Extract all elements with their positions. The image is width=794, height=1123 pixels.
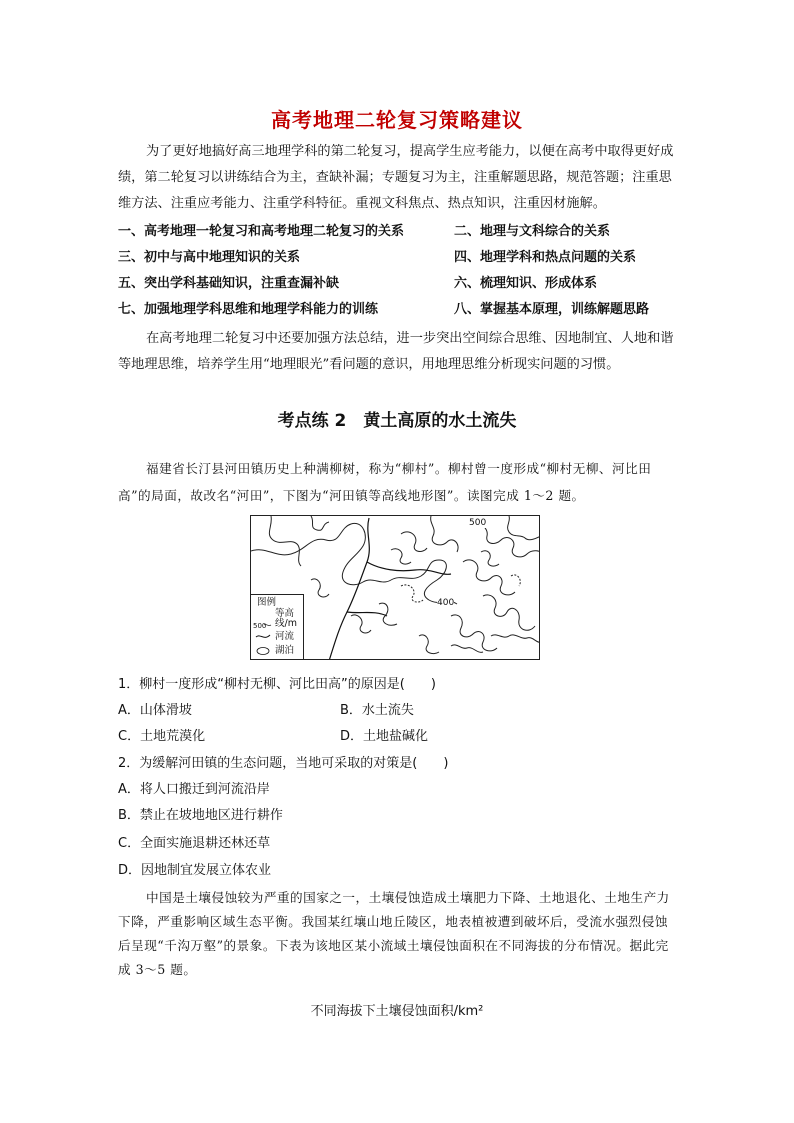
section-5: 五、突出学科基础知识，注重查漏补缺 <box>118 276 340 291</box>
passage-1-text: 福建省长汀县河田镇历史上种满柳树，称为“柳村”。柳村曾一度形成“柳村无柳、河比田高”的局面，故改名“河田”，下图为“河田镇等高线地形图”。读图完成 1～2 题。 <box>118 461 652 503</box>
closing-text: 在高考地理二轮复习中还要加强方法总结，进一步突出空间综合思维、因地制宜、人地和谐等地理思维，培养学生用“地理眼光”看问题的意识，用地理思维分析现实问题的习惯。 <box>118 331 674 372</box>
contour-label-400: 400 <box>437 598 455 608</box>
q2-option-c: C．全面实施退耕还林还草 <box>118 836 271 851</box>
q1-option-d: D．土地盐碱化 <box>340 729 429 744</box>
river-lines <box>329 518 451 660</box>
exercise-heading: 考点练 2 黄土高原的水土流失 <box>277 411 517 431</box>
question-1: 1．柳村一度形成“柳村无柳、河比田高”的原因是( ) <box>118 677 436 692</box>
section-7: 七、加强地理学科思维和地理学科能力的训练 <box>118 302 379 317</box>
lake-symbol-icon <box>257 648 269 655</box>
intro-text: 为了更好地搞好高三地理学科的第二轮复习，提高学生应考能力，以便在高考中取得更好成绩，第二轮复习以讲练结合为主，查缺补漏；专题复习为主，注重解题思路，规范答题；注重思维方法、注重应考能力、注重学科特征。重视文科焦点、热点知识，注重因材施解。 <box>118 144 674 211</box>
legend-contour-label: 等高线/m <box>275 608 297 629</box>
section-2: 二、地理与文科综合的关系 <box>454 224 611 239</box>
section-3: 三、初中与高中地理知识的关系 <box>118 250 301 265</box>
q1-option-c: C．土地荒漠化 <box>118 729 206 744</box>
section-6: 六、梳理知识、形成体系 <box>454 276 598 291</box>
intro-paragraph <box>118 139 678 217</box>
section-8: 八、掌握基本原理，训练解题思路 <box>454 302 650 317</box>
passage-1 <box>118 455 678 509</box>
detail-lines <box>401 575 520 602</box>
legend-river-label: 河流 <box>275 631 295 642</box>
contour-label-500: 500 <box>469 518 487 528</box>
q1-option-b: B．水土流失 <box>340 703 414 718</box>
legend-title: 图例 <box>257 597 277 608</box>
passage-2 <box>118 886 678 982</box>
section-1: 一、高考地理一轮复习和高考地理二轮复习的关系 <box>118 224 405 239</box>
q1-option-a: A．山体滑坡 <box>118 703 192 718</box>
legend-500-sample: 500 <box>253 622 267 630</box>
legend-lake-label: 湖泊 <box>275 645 295 656</box>
question-2: 2．为缓解河田镇的生态问题，当地可采取的对策是( ) <box>118 756 449 771</box>
legend-symbols <box>251 595 273 660</box>
table-caption: 不同海拔下土壤侵蚀面积/km² <box>310 1004 484 1019</box>
section-4: 四、地理学科和热点问题的关系 <box>454 250 637 265</box>
passage-2-text: 中国是土壤侵蚀较为严重的国家之一，土壤侵蚀造成土壤肥力下降、土地退化、土地生产力下降，严重影响区域生态平衡。我国某红壤山地丘陵区，地表植被遭到破坏后，受流水强烈侵蚀后呈现“千沟万壑”的景象。下表为该地区某小流域土壤侵蚀面积在不同海拔的分布情况。据此完成 3～5 题。 <box>118 890 670 977</box>
closing-paragraph <box>118 326 678 378</box>
q2-option-b: B．禁止在坡地地区进行耕作 <box>118 808 283 823</box>
map-legend <box>251 594 304 660</box>
contour-map <box>250 515 540 660</box>
q2-option-a: A．将人口搬迁到河流沿岸 <box>118 782 270 797</box>
page-title: 高考地理二轮复习策略建议 <box>271 108 523 132</box>
river-symbol-icon <box>256 635 270 637</box>
q2-option-d: D．因地制宜发展立体农业 <box>118 863 272 878</box>
